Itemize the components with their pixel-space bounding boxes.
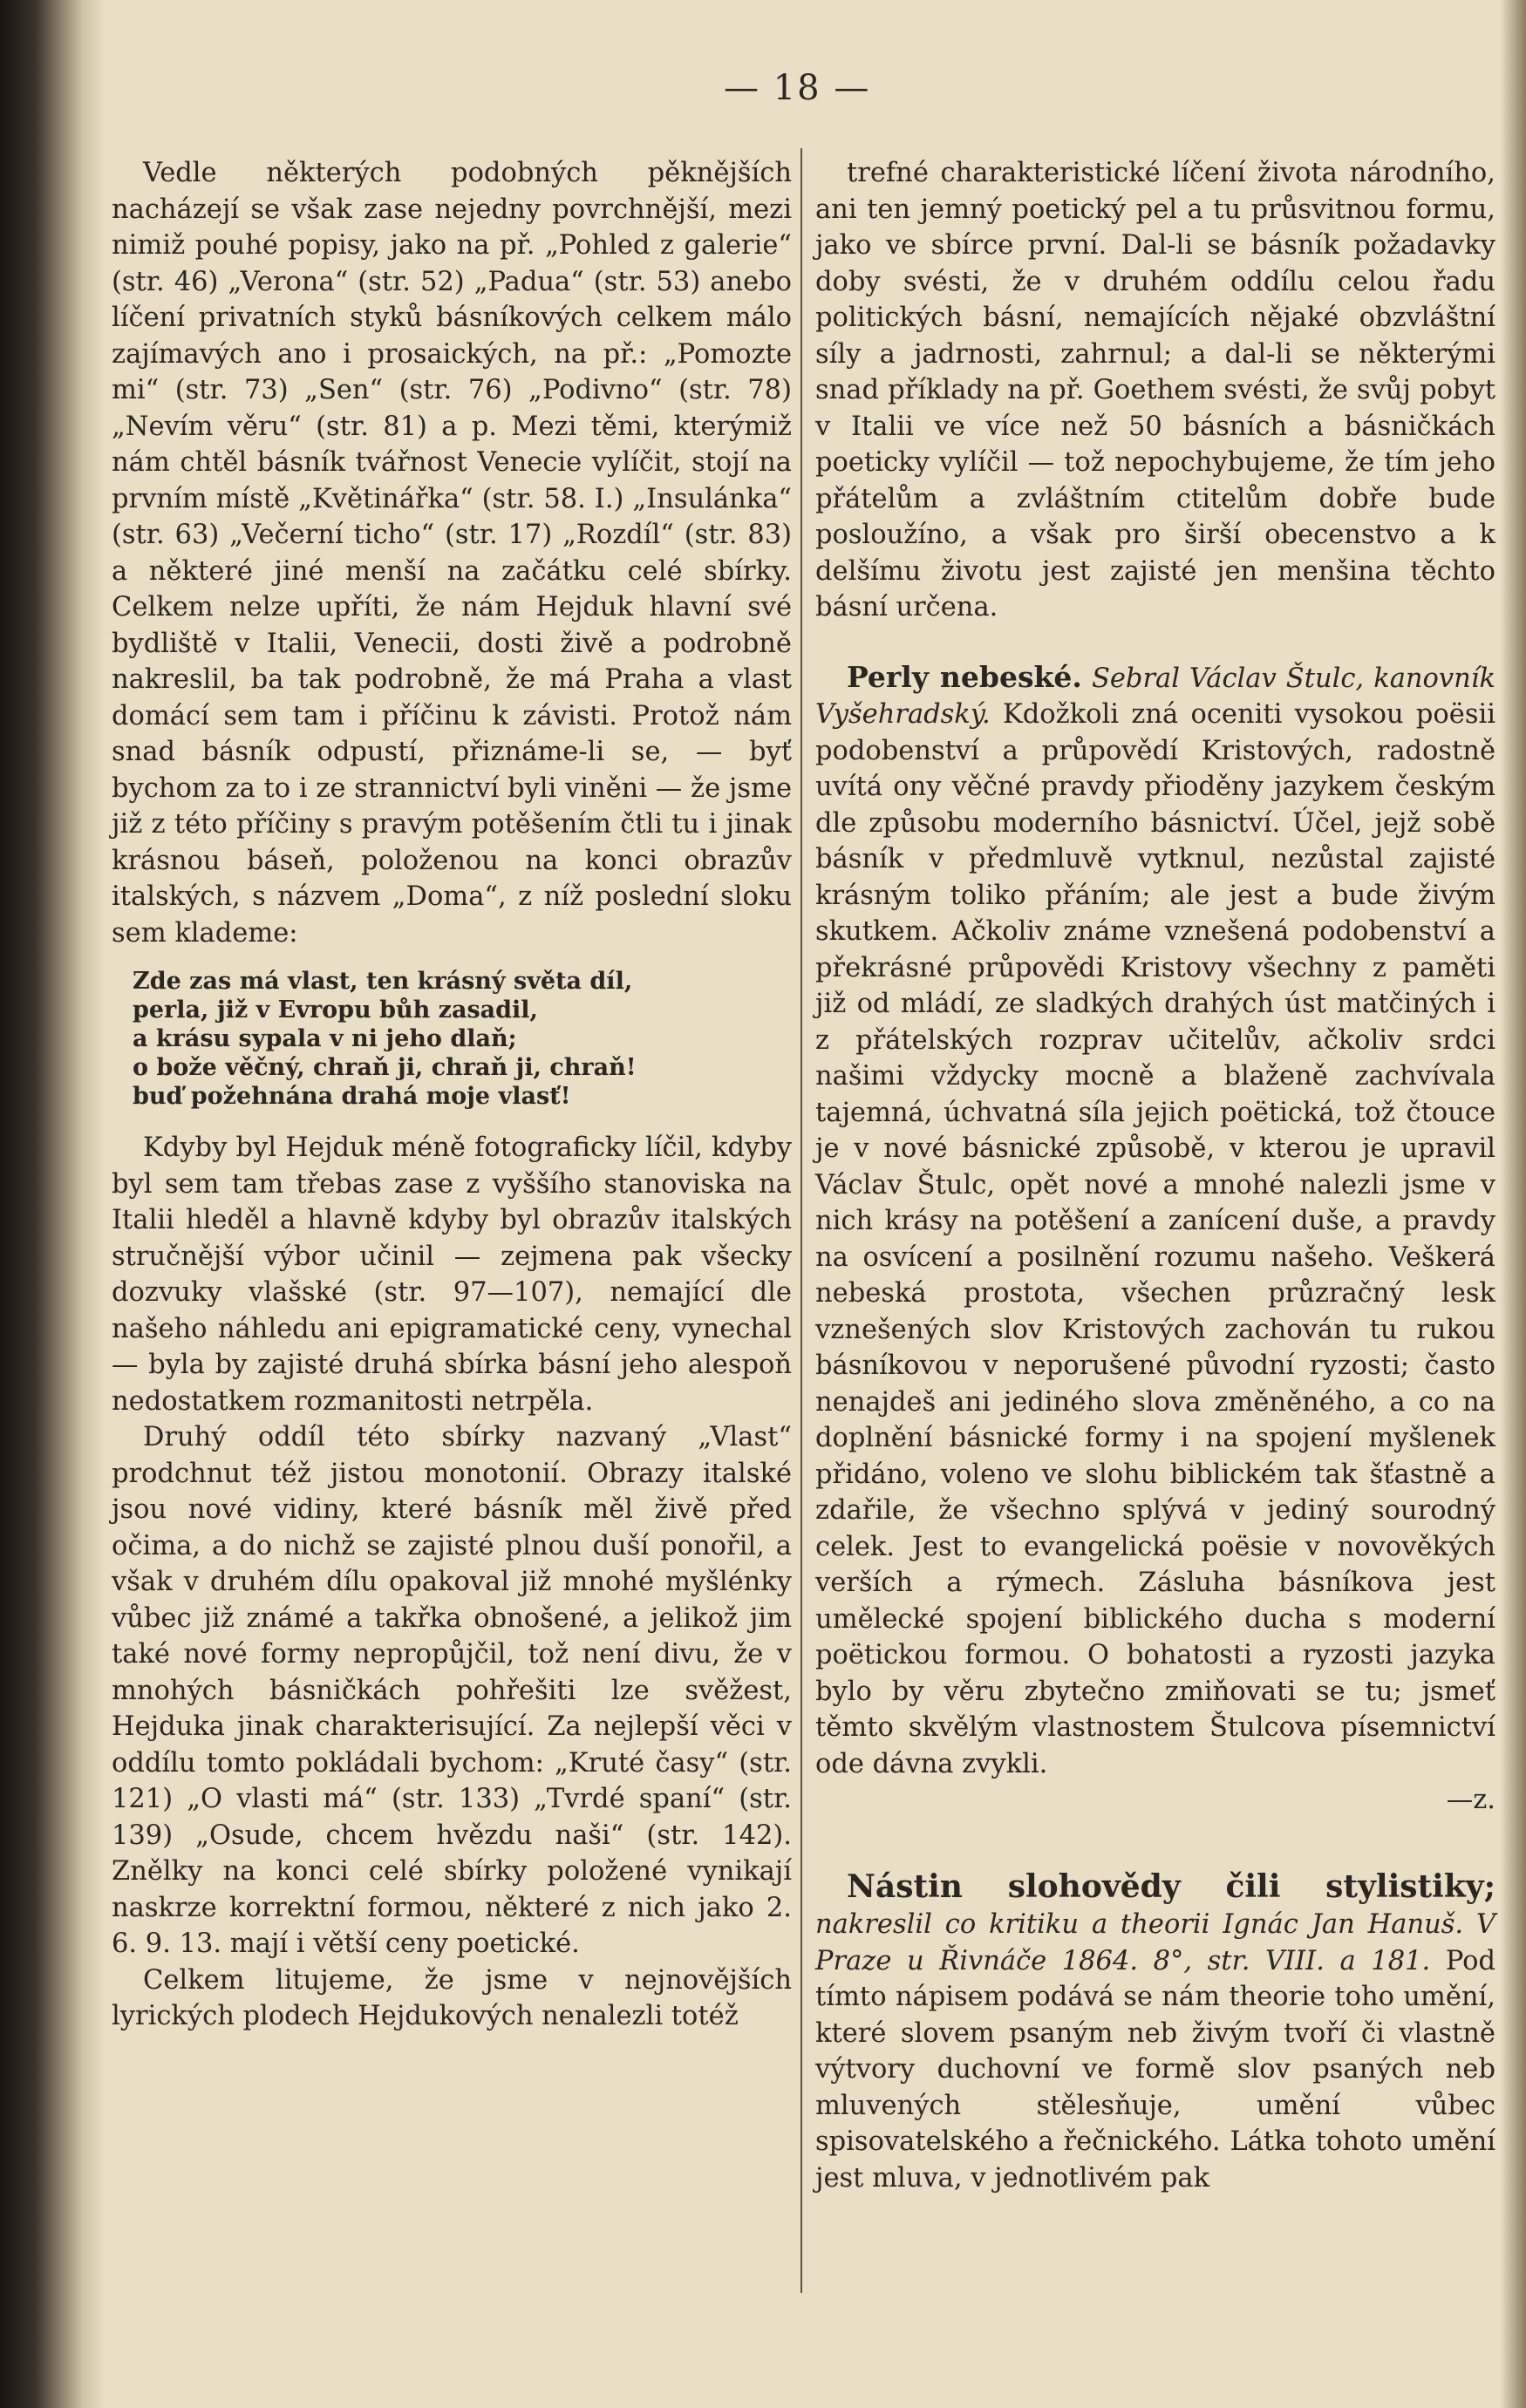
left-paragraph-1: Vedle některých podobných pěknějších nacházejí se však zase nejedny povrchnější, mezi nimiž pouhé popisy, jako na př. „Pohled z galerie“ (str. 46) „Verona“ (str. 52) „Padua“ (str. 53) anebo líčení privatních styků básníkových celkem málo zajímavých ano i prosaických, na př.: „Pomozte mi“ (str. 73) „Sen“ (str. 76) „Podivno“ (str. 78) „Nevím věru“ (str. 81) a p. Mezi těmi, kterýmiž nám chtěl básník tvářnost Venecie vylíčit, stojí na prvním místě „Květinářka“ (str. 58. I.) „Insulánka“ (str. 63) „Večerní ticho“ (str. 17) „Rozdíl“ (str. 83) a některé jiné menší na začátku celé sbírky. Celkem nelze upříti, že nám Hejduk hlavní své bydliště v Italii, Venecii, dosti živě a podrobně nakreslil, ba tak podrobně, že má Praha a vlast domácí sem tam i příčinu k závisti. Protož nám snad básník odpustí, přiznáme-li se, — byť bychom za to i ze strannictví byli viněni — že jsme již z této příčiny s pravým potěšením čtli tu i jinak krásnou báseň, položenou na konci obrazův italských, s názvem „Doma“, z níž poslední sloku sem klademe: — [112, 158, 792, 949]
left-paragraph-3: Druhý oddíl této sbírky nazvaný „Vlast“ prodchnut též jistou monotonií. Obrazy italské jsou nové vidiny, které básník měl živě před očima, a do nichž se zajisté plnou duší ponořil, a však v druhém dílu opakoval již mnohé myšlénky vůbec již známé a takřka obnošené, a jelikož jim také nové formy nepropůjčil, tož není divu, že v mnohých básničkách pohřešiti lze svěžest, Hejduka jinak charakterisující. Za nejlepší věci v oddílu tomto pokládali bychom: „Kruté časy“ (str. 121) „O vlasti má“ (str. 133) „Tvrdé spaní“ (str. 139) „Osude, chcem hvězdu naši“ (str. 142). Znělky na konci celé sbírky položené vynikají naskrze korrektní formou, některé z nich jako 2. 6. 9. 13. mají i větší ceny poetické. — [112, 1422, 792, 1959]
review-text: Kdožkoli zná oceniti vysokou poësii podobenství a průpovědí Kristových, radostně uvítá ony věčné pravdy přioděny jazykem českým dle způsobu moderního básnictví. Účel, jejž sobě básník v předmluvě vytknul, nezůstal zajisté krásným toliko přáním; ale jest a bude živým skutkem. Ačkoliv známe vznešená podobenství a překrásné průpovědi Kristovy všechny z paměti již od mládí, ze sladkých drahých úst matčiných i z přátelských rozprav učitelův, ačkoliv srdci našimi vždycky mocně a blaženě zachvívala tajemná, úchvatná síla jejich poëtická, tož čtouce je v nové básnické způsobě, v kterou je upravil Václav Štulc, opět nové a mnohé nalezli jsme v nich krásy na potěšení a zanícení duše, a pravdy na osvícení a posilnění rozumu našeho. Veškerá nebeská prostota, všechen průzračný lesk vznešených slov Kristových zachován tu rukou básníkovou v neporušené původní ryzosti; často nenajdeš ani jediného slova změněného, a co na doplnění básnické formy i na spojení myšlenek přidáno, voleno ve slohu biblickém tak šťastně a zdařile, že všechno splývá v jediný sourodný celek. Jest to evangelická poësie v novověkých verších a rýmech. Zásluha básníkova jest umělecké spojení biblického ducha s moderní poëtickou formou. O bohatosti a ryzosti jazyka bylo by věru zbytečno zmiňovati se tu; jsmeť těmto skvělým vlastnostem Štulcova písemnictví ode dávna zvykli. — [815, 699, 1495, 1779]
poem-line: o bože věčný, chraň ji, chraň ji, chraň! — [133, 1054, 637, 1081]
poem-stanza — [133, 967, 792, 1111]
page-edge — [1500, 0, 1526, 2408]
page-number: — 18 — — [724, 68, 871, 108]
review-perly-nebeske — [815, 659, 1495, 1783]
book-gutter-shadow — [0, 0, 105, 2408]
poem-line: perla, již v Evropu bůh zasadil, — [133, 997, 538, 1024]
column-divider — [800, 148, 802, 2293]
right-paragraph-1: trefné charakteristické líčení života národního, ani ten jemný poetický pel a tu průsvitnou formu, jako ve sbírce první. Dal-li se básník požadavky doby svésti, že v druhém oddílu celou řadu politických básní, nemajících nějaké obzvláštní síly a jadrnosti, zahrnul; a dal-li se některými snad příklady na př. Goethem svésti, že svůj pobyt v Italii ve více než 50 básních a básničkách poeticky vylíčil — tož nepochybujeme, že tím jeho přátelům a zvláštním ctitelům dobře bude posloužíno, a však pro širší obecenstvo a k delšímu životu jest zajisté jen menšina těchto básní určena. — [815, 158, 1495, 622]
left-paragraph-4: Celkem litujeme, že jsme v nejnovějších lyrických plodech Hejdukových nenalezli totéž — [112, 1964, 792, 2031]
review-text: Pod tímto nápisem podává se nám theorie toho umění, které slovem psaným neb živým tvoří či vlastně výtvory duchovní ve formě slov psaných neb mluvených stělesňuje, umění vůbec spisovatelského a řečnického. Látka tohoto umění jest mluva, v jednotlivém pak — [815, 1945, 1495, 2194]
review-title: Nástin slohovědy čili stylistiky; — [847, 1867, 1495, 1905]
right-column — [815, 155, 1495, 2196]
review-author: nakreslil co kritiku a theorii Ignác Jan Hanuš. V Praze u Řivnáče 1864. 8°, str. VIII. a 181. — [815, 1909, 1495, 1976]
review-author: Sebral Václav Štulc, kanovník Vyšehradský. — [815, 663, 1495, 730]
poem-line: buď požehnána drahá moje vlasť! — [133, 1083, 571, 1110]
review-title: Perly nebeské. — [847, 659, 1082, 694]
left-paragraph-2: Kdyby byl Hejduk méně fotograficky líčil, kdyby byl sem tam třebas zase z vyššího stanoviska na Italii hleděl a hlavně kdyby byl obrazův italských stručnější výbor učinil — zejmena pak všecky dozvuky vlašské (str. 97—107), nemající dle našeho náhledu ani epigramatické ceny, vynechal — byla by zajisté druhá sbírka básní jeho alespoň nedostatkem rozmanitosti netrpěla. — [112, 1133, 792, 1417]
left-column — [112, 155, 792, 2035]
poem-line: Zde zas má vlast, ten krásný světa díl, — [133, 968, 633, 995]
review-nastin-slohovedy — [815, 1869, 1495, 2197]
review-signature: —z. — [1446, 1785, 1495, 1815]
poem-line: a krásu sypala v ni jeho dlaň; — [133, 1025, 517, 1052]
